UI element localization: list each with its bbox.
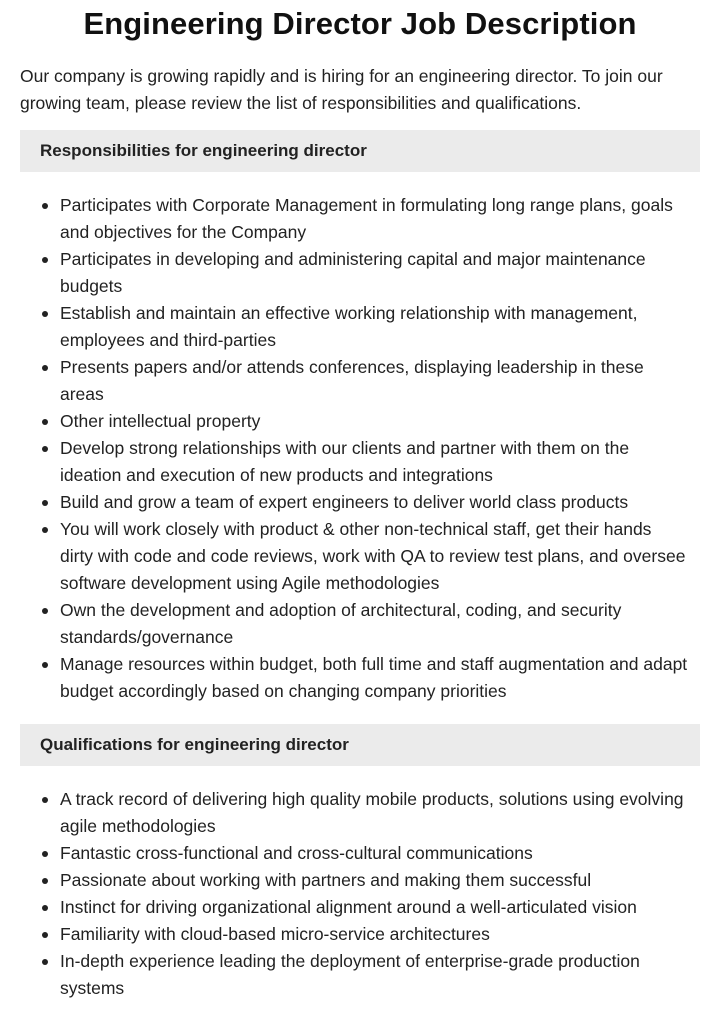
list-item: Manage resources within budget, both full time and staff augmentation and adapt budget accordingly based on changing company priorities (20, 651, 700, 705)
list-item: Familiarity with cloud-based micro-service architectures (20, 921, 700, 948)
list-item: Own the development and adoption of architectural, coding, and security standards/governance (20, 597, 700, 651)
responsibilities-list (20, 192, 700, 705)
list-item: Develop strong relationships with our clients and partner with them on the ideation and execution of new products and integrations (20, 435, 700, 489)
list-item: You will work closely with product & other non-technical staff, get their hands dirty with code and code reviews, work with QA to review test plans, and oversee software development using Agile methodologies (20, 516, 700, 597)
list-item: Passionate about working with partners and making them successful (20, 867, 700, 894)
list-item: Presents papers and/or attends conferences, displaying leadership in these areas (20, 354, 700, 408)
list-item: Build and grow a team of expert engineers to deliver world class products (20, 489, 700, 516)
intro-paragraph: Our company is growing rapidly and is hiring for an engineering director. To join our growing team, please review the list of responsibilities and qualifications. (20, 66, 663, 113)
list-item: Fantastic cross-functional and cross-cultural communications (20, 840, 700, 867)
list-item: Participates in developing and administering capital and major maintenance budgets (20, 246, 700, 300)
list-item: Establish and maintain an effective working relationship with management, employees and third-parties (20, 300, 700, 354)
page-title: Engineering Director Job Description (83, 6, 637, 41)
list-item: Other intellectual property (20, 408, 700, 435)
list-item: Instinct for driving organizational alignment around a well-articulated vision (20, 894, 700, 921)
list-item: A track record of delivering high quality mobile products, solutions using evolving agile methodologies (20, 786, 700, 840)
list-item: Participates with Corporate Management in formulating long range plans, goals and objectives for the Company (20, 192, 700, 246)
qualifications-heading: Qualifications for engineering director (20, 724, 700, 766)
qualifications-list (20, 786, 700, 1002)
responsibilities-heading: Responsibilities for engineering director (20, 130, 700, 172)
list-item: In-depth experience leading the deployment of enterprise-grade production systems (20, 948, 700, 1002)
